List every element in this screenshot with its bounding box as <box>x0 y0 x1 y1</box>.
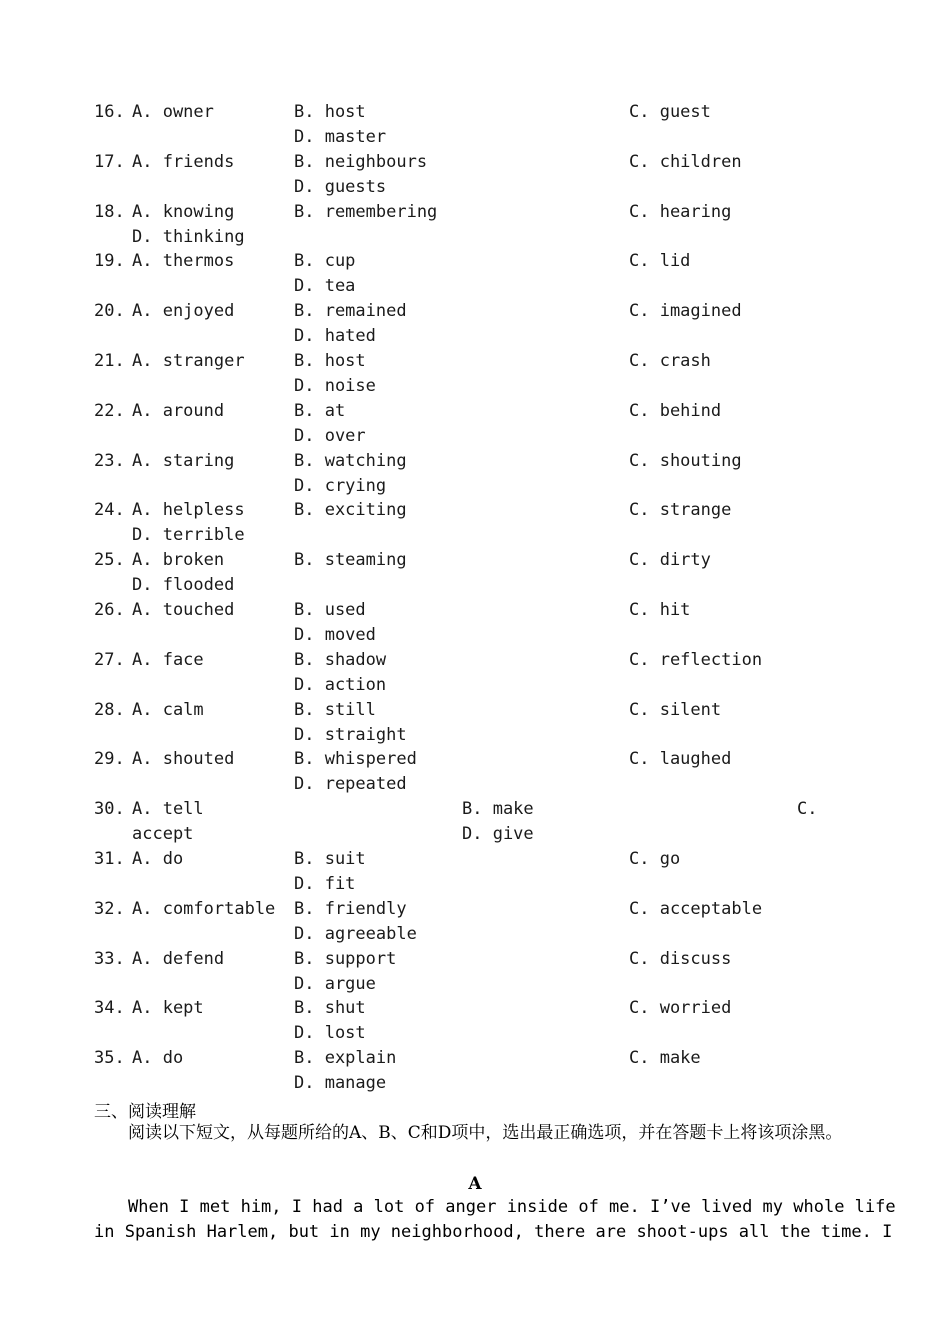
option-b: B. used <box>294 600 366 620</box>
option-c: C. silent <box>629 700 722 720</box>
option-c: C. guest <box>629 102 711 122</box>
option-a: A. broken <box>132 550 225 570</box>
option-c: C. laughed <box>629 749 732 769</box>
question-number: 17. <box>94 152 125 172</box>
question-number: 33. <box>94 949 125 969</box>
question-row <box>94 700 884 750</box>
section-instruction: 阅读以下短文，从每题所给的A、B、C和D项中，选出最正确选项，并在答题卡上将该项涂黑。 <box>128 1123 843 1143</box>
question-row <box>94 998 884 1048</box>
option-b: B. shadow <box>294 650 387 670</box>
question-row <box>94 102 884 152</box>
option-d: D. guests <box>294 177 387 197</box>
option-d: D. noise <box>294 376 376 396</box>
option-c: C. acceptable <box>629 899 763 919</box>
passage-line-1: When I met him, I had a lot of anger inside of me. I’ve lived my whole life <box>128 1197 896 1217</box>
option-b: B. remembering <box>294 202 438 222</box>
option-d: D. give <box>462 824 534 844</box>
question-number: 25. <box>94 550 125 570</box>
option-d: D. agreeable <box>294 924 417 944</box>
option-b: B. remained <box>294 301 407 321</box>
option-c-text: accept <box>132 824 194 844</box>
option-a: A. owner <box>132 102 214 122</box>
option-a: A. comfortable <box>132 899 276 919</box>
question-row <box>94 351 884 401</box>
option-c: C. make <box>629 1048 701 1068</box>
option-a: A. do <box>132 849 184 869</box>
option-d: D. thinking <box>132 227 245 247</box>
option-a: A. kept <box>132 998 204 1018</box>
question-number: 31. <box>94 849 125 869</box>
option-b: B. neighbours <box>294 152 428 172</box>
option-b: B. host <box>294 351 366 371</box>
option-d: D. moved <box>294 625 376 645</box>
question-number: 24. <box>94 500 125 520</box>
option-a: A. do <box>132 1048 184 1068</box>
passage-heading: A <box>468 1174 482 1194</box>
option-d: D. action <box>294 675 387 695</box>
option-b: B. make <box>462 799 534 819</box>
question-number: 21. <box>94 351 125 371</box>
option-a: A. calm <box>132 700 204 720</box>
question-row <box>94 749 884 799</box>
question-row <box>94 650 884 700</box>
option-a: A. shouted <box>132 749 235 769</box>
option-b: B. steaming <box>294 550 407 570</box>
option-b: B. shut <box>294 998 366 1018</box>
question-number: 27. <box>94 650 125 670</box>
option-c: C. hearing <box>629 202 732 222</box>
option-b: B. support <box>294 949 397 969</box>
option-d: D. argue <box>294 974 376 994</box>
question-row <box>94 202 884 252</box>
option-a: A. touched <box>132 600 235 620</box>
option-b: B. cup <box>294 251 356 271</box>
option-c: C. discuss <box>629 949 732 969</box>
option-c: C. crash <box>629 351 711 371</box>
option-c: C. dirty <box>629 550 711 570</box>
question-row <box>94 251 884 301</box>
option-b: B. at <box>294 401 346 421</box>
question-number: 35. <box>94 1048 125 1068</box>
question-number: 28. <box>94 700 125 720</box>
question-row <box>94 451 884 501</box>
option-c: C. children <box>629 152 742 172</box>
option-d: D. master <box>294 127 387 147</box>
option-a: A. enjoyed <box>132 301 235 321</box>
option-d: D. manage <box>294 1073 387 1093</box>
question-row <box>94 600 884 650</box>
option-d: D. lost <box>294 1023 366 1043</box>
question-number: 22. <box>94 401 125 421</box>
question-number: 29. <box>94 749 125 769</box>
option-a: A. helpless <box>132 500 245 520</box>
question-number: 18. <box>94 202 125 222</box>
option-b: B. friendly <box>294 899 407 919</box>
question-row <box>94 550 884 600</box>
option-d: D. crying <box>294 476 387 496</box>
option-b: B. watching <box>294 451 407 471</box>
option-b: B. exciting <box>294 500 407 520</box>
option-d: D. over <box>294 426 366 446</box>
passage-line-2: in Spanish Harlem, but in my neighborhood, there are shoot-ups all the time. I <box>94 1222 893 1242</box>
option-a: A. tell <box>132 799 204 819</box>
option-b: B. host <box>294 102 366 122</box>
option-b: B. still <box>294 700 376 720</box>
question-number: 19. <box>94 251 125 271</box>
option-a: A. friends <box>132 152 235 172</box>
option-c: C. imagined <box>629 301 742 321</box>
question-number: 30. <box>94 799 125 819</box>
option-d: D. flooded <box>132 575 235 595</box>
question-row <box>94 899 884 949</box>
option-d: D. tea <box>294 276 356 296</box>
option-c: C. <box>797 799 818 819</box>
question-row <box>94 301 884 351</box>
question-row <box>94 401 884 451</box>
option-b: B. suit <box>294 849 366 869</box>
question-number: 34. <box>94 998 125 1018</box>
question-number: 26. <box>94 600 125 620</box>
option-a: A. knowing <box>132 202 235 222</box>
question-row <box>94 799 884 849</box>
question-number: 32. <box>94 899 125 919</box>
option-c: C. reflection <box>629 650 763 670</box>
question-number: 23. <box>94 451 125 471</box>
option-a: A. around <box>132 401 225 421</box>
option-d: D. repeated <box>294 774 407 794</box>
option-d: D. hated <box>294 326 376 346</box>
option-a: A. stranger <box>132 351 245 371</box>
option-a: A. thermos <box>132 251 235 271</box>
option-c: C. worried <box>629 998 732 1018</box>
question-row <box>94 849 884 899</box>
option-b: B. whispered <box>294 749 417 769</box>
question-row <box>94 949 884 999</box>
option-c: C. behind <box>629 401 722 421</box>
section-title: 三、阅读理解 <box>94 1102 196 1122</box>
option-c: C. go <box>629 849 681 869</box>
question-row <box>94 152 884 202</box>
option-a: A. defend <box>132 949 225 969</box>
option-c: C. lid <box>629 251 691 271</box>
question-number: 20. <box>94 301 125 321</box>
option-d: D. fit <box>294 874 356 894</box>
question-row <box>94 500 884 550</box>
option-c: C. hit <box>629 600 691 620</box>
option-d: D. straight <box>294 725 407 745</box>
question-number: 16. <box>94 102 125 122</box>
option-a: A. face <box>132 650 204 670</box>
option-d: D. terrible <box>132 525 245 545</box>
option-c: C. strange <box>629 500 732 520</box>
option-a: A. staring <box>132 451 235 471</box>
option-b: B. explain <box>294 1048 397 1068</box>
question-row <box>94 1048 884 1098</box>
option-c: C. shouting <box>629 451 742 471</box>
